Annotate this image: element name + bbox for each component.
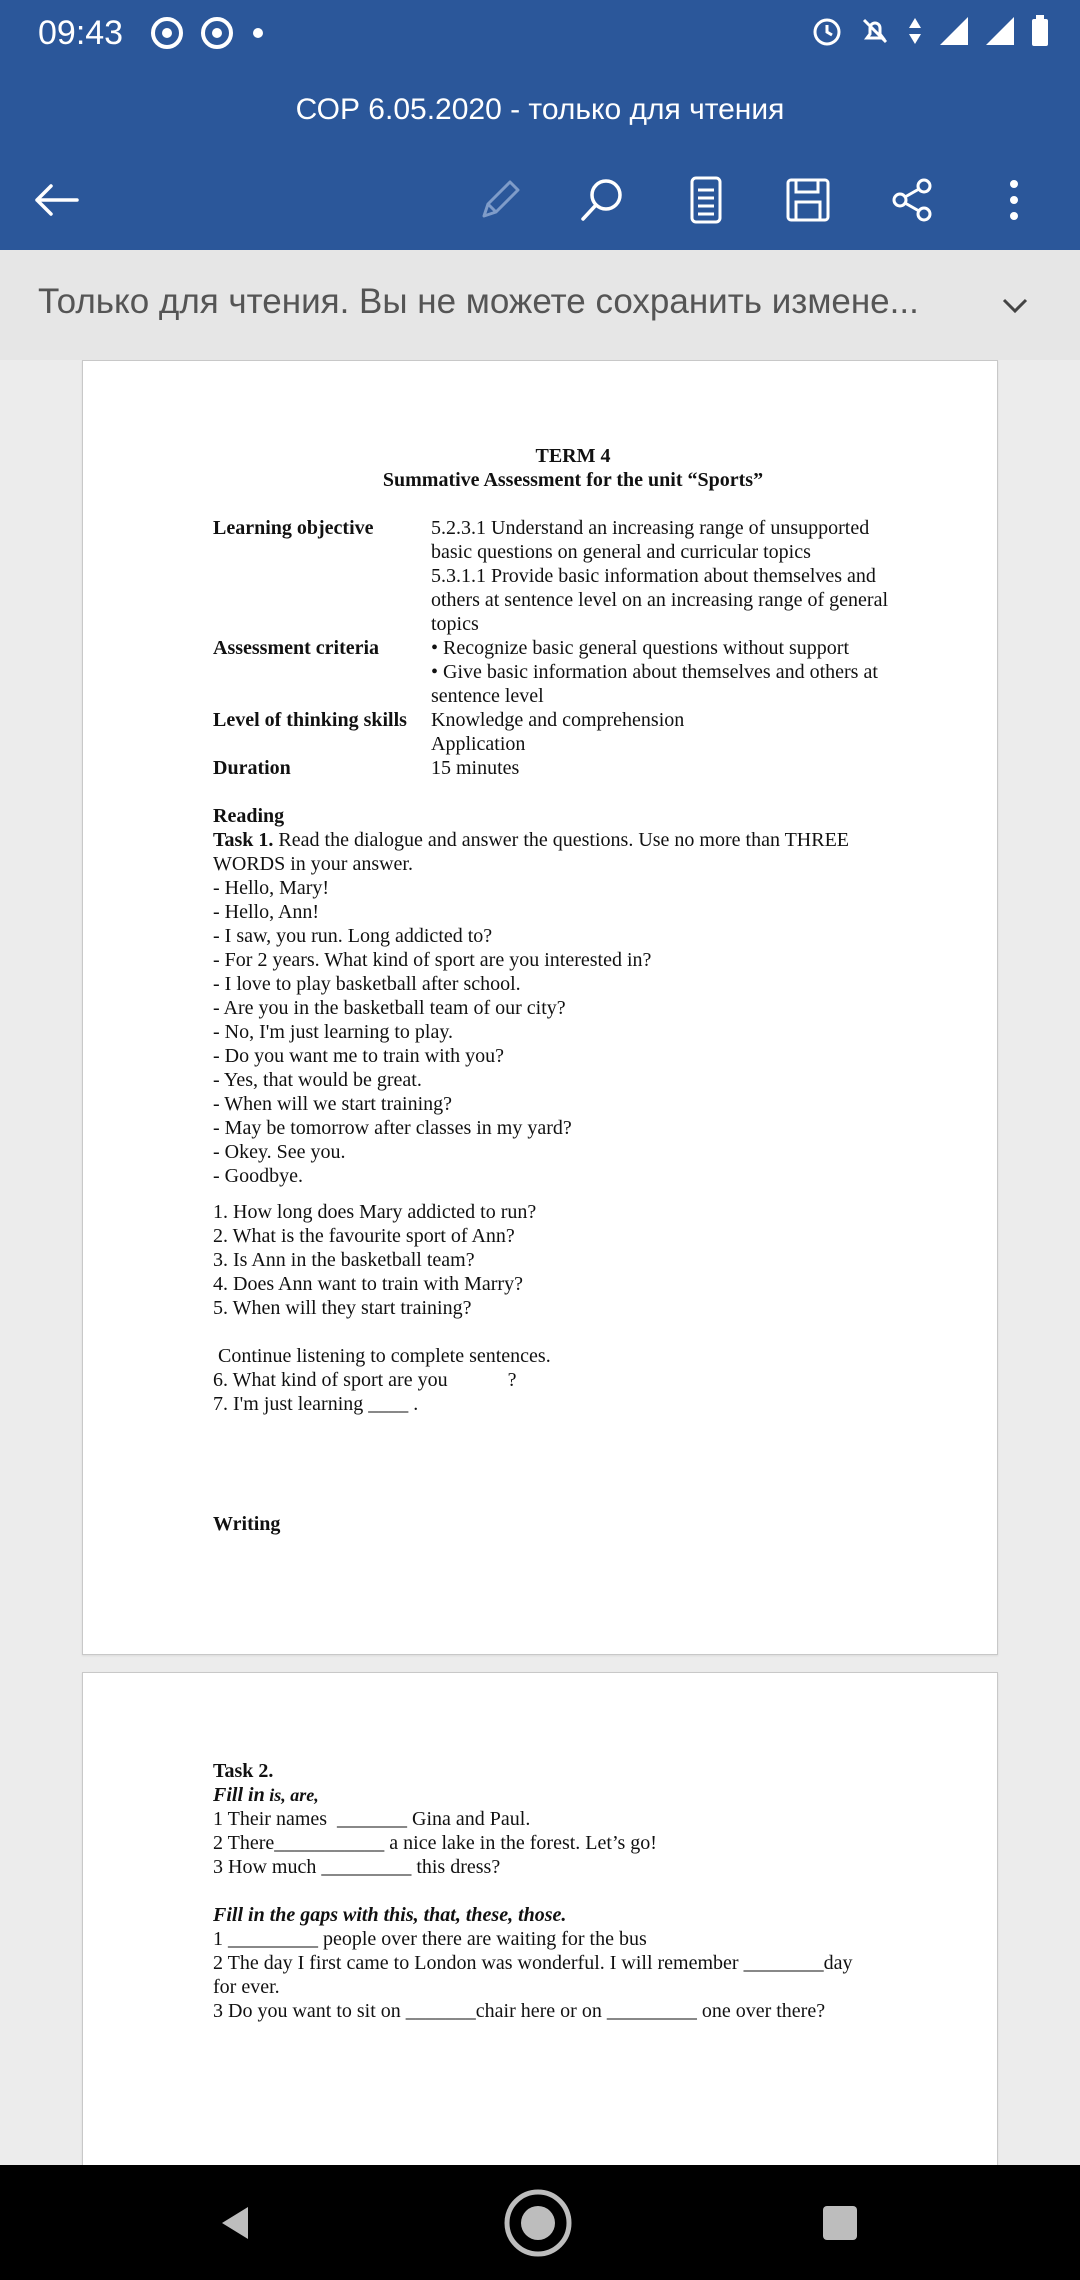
row-line: sentence level — [431, 685, 544, 707]
writing-heading: Writing — [213, 1513, 281, 1535]
mute-bell-icon — [858, 14, 892, 48]
document-page-1 — [82, 360, 998, 1655]
exercise-item: 3 Do you want to sit on _______chair here or on _________ one over there? — [213, 2000, 826, 2022]
edit-pencil-icon — [476, 176, 524, 224]
signal-icon — [938, 15, 970, 47]
row-value — [431, 756, 933, 780]
chevron-down-icon[interactable] — [998, 288, 1032, 322]
question-item: 4. Does Ann want to train with Marry? — [213, 1273, 523, 1295]
share-icon — [888, 176, 936, 224]
fill-in-words: is, are, — [264, 1785, 319, 1805]
row-label: Assessment criteria — [213, 637, 380, 659]
continue-instruction: Continue listening to complete sentences. — [213, 1345, 551, 1367]
task2-label: Task 2. — [213, 1760, 274, 1782]
dialogue-line: - When will we start training? — [213, 1093, 453, 1115]
row-value — [431, 708, 933, 756]
table-row-assessment-criteria — [213, 636, 933, 708]
back-button[interactable] — [26, 170, 86, 230]
fill-gaps-instruction: Fill in the gaps with this, that, these, those. — [213, 1904, 567, 1926]
dialogue-line: - For 2 years. What kind of sport are you interested in? — [213, 949, 652, 971]
nav-recents-button[interactable] — [804, 2187, 876, 2259]
save-button[interactable] — [778, 170, 838, 230]
exercise-item: 1 Their names _______ Gina and Paul. — [213, 1808, 531, 1830]
question-item: 1. How long does Mary addicted to run? — [213, 1201, 537, 1223]
search-button[interactable] — [572, 170, 632, 230]
row-label: Learning objective — [213, 517, 374, 539]
page1-content — [213, 444, 933, 1536]
read-only-banner[interactable] — [0, 250, 1080, 361]
questions — [213, 1200, 933, 1320]
data-transfer-icon — [906, 14, 924, 48]
exercise-item: for ever. — [213, 1976, 280, 1998]
back-triangle-icon — [214, 2201, 258, 2245]
row-line: Knowledge and comprehension — [431, 709, 685, 731]
search-icon — [577, 175, 627, 225]
dialogue-line: - Hello, Ann! — [213, 901, 320, 923]
row-label: Level of thinking skills — [213, 709, 407, 731]
recents-square-icon — [820, 2203, 860, 2243]
back-arrow-icon — [31, 180, 81, 220]
row-value — [431, 636, 933, 708]
row-value — [431, 516, 933, 636]
row-label: Duration — [213, 757, 291, 779]
more-icon — [1004, 176, 1024, 224]
home-circle-icon — [503, 2188, 573, 2258]
row-line: • Give basic information about themselves and others at — [431, 661, 878, 683]
fill-in-label: Fill in — [213, 1784, 265, 1806]
document-canvas[interactable] — [0, 360, 1080, 2165]
question-item: 3. Is Ann in the basketball team? — [213, 1249, 475, 1271]
reading-view-icon — [686, 174, 726, 226]
more-options-button[interactable] — [984, 170, 1044, 230]
dialogue-line: - May be tomorrow after classes in my yard? — [213, 1117, 572, 1139]
exercise-item: 2 The day I first came to London was wonderful. I will remember ________day — [213, 1952, 853, 1974]
exercise-item: 3 How much _________ this dress? — [213, 1856, 501, 1878]
question-item: 2. What is the favourite sport of Ann? — [213, 1225, 515, 1247]
question-item: 5. When will they start training? — [213, 1297, 472, 1319]
dialogue-line: - I saw, you run. Long addicted to? — [213, 925, 493, 947]
exercise-item: 2 There___________ a nice lake in the forest. Let’s go! — [213, 1832, 657, 1854]
row-line: 15 minutes — [431, 757, 520, 779]
page2-content — [213, 1759, 933, 2023]
table-row-learning-objective — [213, 516, 933, 636]
term-heading: TERM 4 — [535, 445, 611, 467]
dialogue — [213, 876, 933, 1188]
nav-home-button[interactable] — [502, 2187, 574, 2259]
dialogue-line: - Do you want me to train with you? — [213, 1045, 505, 1067]
dialogue-line: - Are you in the basketball team of our city? — [213, 997, 566, 1019]
status-right-icons — [810, 14, 1050, 48]
document-title-bar — [0, 70, 1080, 150]
row-line: 5.2.3.1 Understand an increasing range of unsupported — [431, 517, 870, 539]
row-line: • Recognize basic general questions without support — [431, 637, 850, 659]
dialogue-line: - Goodbye. — [213, 1165, 303, 1187]
reading-heading: Reading — [213, 805, 285, 827]
table-row-duration — [213, 756, 933, 780]
dialogue-line: - No, I'm just learning to play. — [213, 1021, 454, 1043]
row-line: 5.3.1.1 Provide basic information about themselves and — [431, 565, 876, 587]
question-item: 7. I'm just learning ____ . — [213, 1393, 419, 1415]
chrome-icon — [150, 16, 184, 50]
edit-button[interactable] — [470, 170, 530, 230]
dialogue-line: - I love to play basketball after school. — [213, 973, 521, 995]
question-item: 6. What kind of sport are you ? — [213, 1369, 517, 1391]
row-line: Application — [431, 733, 526, 755]
system-navigation-bar — [0, 2165, 1080, 2280]
table-row-thinking-skills — [213, 708, 933, 756]
task1-instructions — [213, 828, 933, 852]
row-line: topics — [431, 613, 479, 635]
alarm-icon — [810, 14, 844, 48]
nav-back-button[interactable] — [200, 2187, 272, 2259]
reading-view-button[interactable] — [676, 170, 736, 230]
dialogue-line: - Yes, that would be great. — [213, 1069, 422, 1091]
dot-icon — [250, 25, 266, 41]
share-button[interactable] — [882, 170, 942, 230]
status-time: 09:43 — [38, 14, 124, 52]
task1-label: Task 1. — [213, 829, 274, 851]
fill-in-instruction — [213, 1783, 933, 1807]
exercise-item: 1 _________ people over there are waiting for the bus — [213, 1928, 647, 1950]
assessment-heading: Summative Assessment for the unit “Sports” — [382, 469, 764, 491]
signal-icon — [984, 15, 1016, 47]
app-toolbar — [0, 150, 1080, 250]
status-left-icons — [150, 16, 266, 50]
document-page-2 — [82, 1672, 998, 2165]
task1-text: Read the dialogue and answer the questions. Use no more than THREE — [273, 829, 850, 851]
document-title: СОР 6.05.2020 - только для чтения — [295, 93, 785, 126]
battery-icon — [1030, 14, 1050, 48]
task1-text-cont: WORDS in your answer. — [213, 853, 413, 875]
row-line: others at sentence level on an increasing range of general — [431, 589, 889, 611]
chrome-icon — [200, 16, 234, 50]
dialogue-line: - Hello, Mary! — [213, 877, 330, 899]
read-only-message: Только для чтения. Вы не можете сохранить измене... — [38, 282, 919, 321]
status-bar — [0, 0, 1080, 70]
dialogue-line: - Okey. See you. — [213, 1141, 346, 1163]
save-icon — [784, 176, 832, 224]
row-line: basic questions on general and curricular topics — [431, 541, 811, 563]
